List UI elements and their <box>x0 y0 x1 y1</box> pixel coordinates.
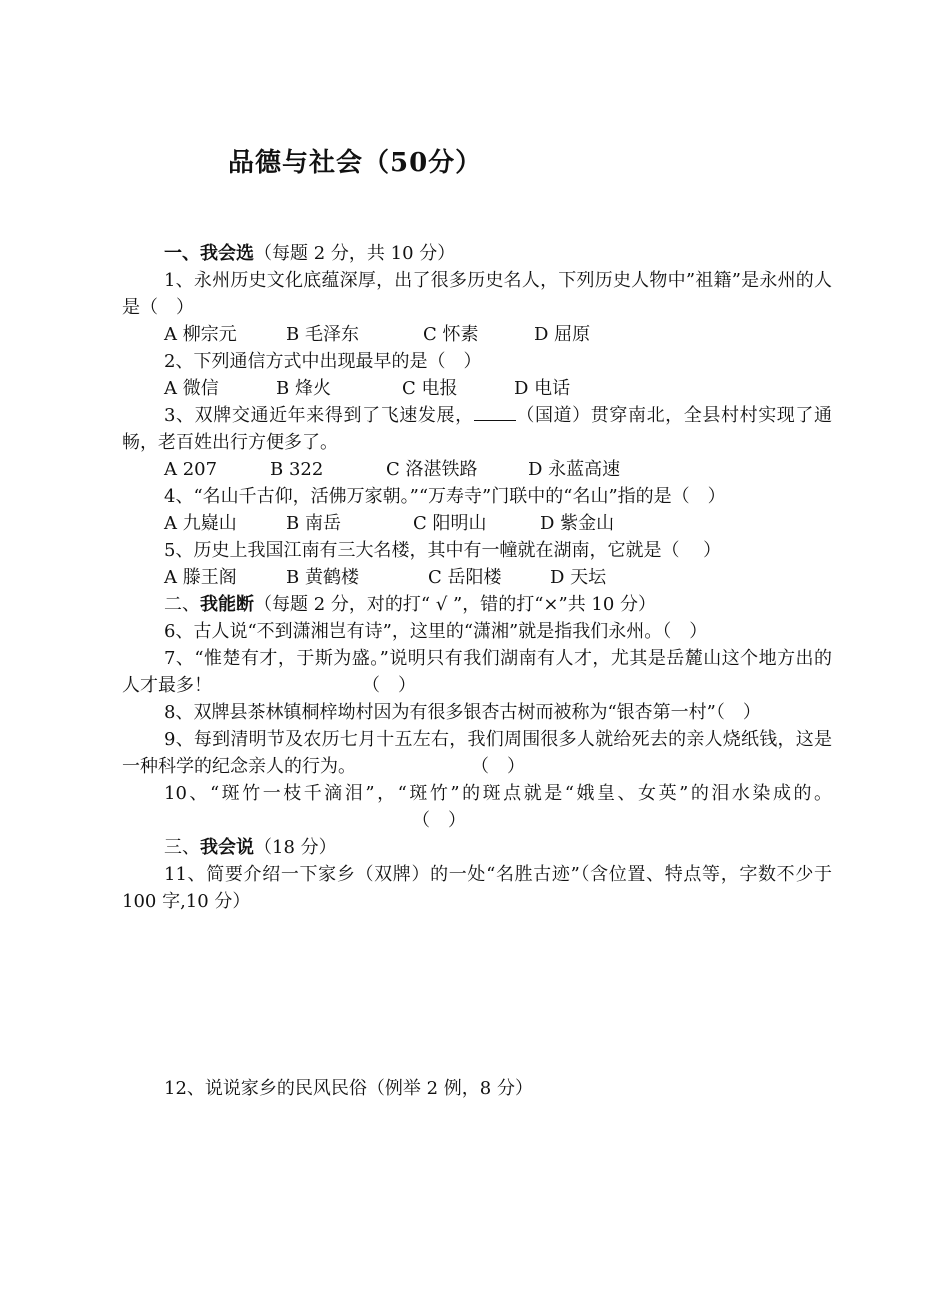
question-3-text-b: （国道）贯穿南北，全县村村实现了通畅，老百姓出行方便多了。 <box>122 405 833 453</box>
option-d: D 屈原 <box>534 324 591 345</box>
page-title: 品德与社会（50分） <box>228 148 483 178</box>
option-b: B 毛泽东 <box>286 324 359 345</box>
option-a: A 滕王阁 <box>164 567 237 588</box>
section-title: 我能断 <box>200 594 254 615</box>
question-7 <box>122 645 832 699</box>
option-d: D 永蓝高速 <box>528 459 621 480</box>
answer-paren: （ ） <box>471 756 525 777</box>
question-5: 5、历史上我国江南有三大名楼，其中有一幢就在湖南，它就是（ ） <box>164 540 722 561</box>
question-4: 4、“名山千古仰，活佛万家朝。”“万寿寺”门联中的“名山”指的是（ ） <box>164 486 726 507</box>
option-b: B 南岳 <box>286 513 341 534</box>
section-title: 一、我会选 <box>164 243 254 264</box>
option-c: C 岳阳楼 <box>428 567 502 588</box>
section-note: （每题 2 分，对的打“ √ ”，错的打“×”共 10 分） <box>254 594 657 615</box>
option-a: A 207 <box>164 459 218 480</box>
question-10 <box>122 780 832 834</box>
question-4-options <box>122 510 832 537</box>
question-12: 12、说说家乡的民风民俗（例举 2 例，8 分） <box>164 1078 533 1099</box>
question-3-text-a: 3、双牌交通近年来得到了飞速发展， <box>164 405 474 426</box>
option-a: A 柳宗元 <box>164 324 237 345</box>
section-note: （每题 2 分，共 10 分） <box>254 243 456 264</box>
option-c: C 洛湛铁路 <box>386 459 478 480</box>
answer-paren: （ ） <box>362 675 416 696</box>
option-b: B 烽火 <box>276 378 331 399</box>
option-d: D 电话 <box>514 378 571 399</box>
option-a: A 九嶷山 <box>164 513 237 534</box>
section-heading-1 <box>122 240 832 267</box>
option-b: B 322 <box>270 459 324 480</box>
exam-content <box>122 240 832 1102</box>
fill-blank <box>474 402 516 421</box>
question-2-options <box>122 375 832 402</box>
question-7-text: 7、“惟楚有才，于斯为盛。”说明只有我们湖南有人才，尤其是岳麓山这个地方出的人才最多！ <box>122 648 832 696</box>
question-2: 2、下列通信方式中出现最早的是（ ） <box>164 351 482 372</box>
question-6: 6、古人说“不到潇湘岂有诗”，这里的“潇湘”就是指我们永州。（ ） <box>164 621 708 642</box>
question-3 <box>122 402 832 456</box>
option-a: A 微信 <box>164 378 219 399</box>
question-10-text: 10、“斑竹一枝千滴泪”，“斑竹”的斑点就是“娥皇、女英”的泪水染成的。 <box>164 783 832 804</box>
answer-space <box>122 915 832 1075</box>
question-8: 8、双牌县茶林镇桐梓坳村因为有很多银杏古树而被称为“银杏第一村”（ ） <box>164 702 761 723</box>
section-heading-2 <box>122 591 832 618</box>
question-9-text: 9、每到清明节及农历七月十五左右，我们周围很多人就给死去的亲人烧纸钱，这是一种科学的纪念亲人的行为。 <box>122 729 832 777</box>
option-c: C 电报 <box>402 378 458 399</box>
section-title: 我会说 <box>200 837 254 858</box>
question-9 <box>122 726 832 780</box>
question-1-options <box>122 321 832 348</box>
question-1: 1、永州历史文化底蕴深厚，出了很多历史名人，下列历史人物中”祖籍”是永州的人是（ ） <box>122 270 832 318</box>
question-3-options <box>122 456 832 483</box>
answer-paren: （ ） <box>412 810 466 831</box>
option-c: C 怀素 <box>423 324 479 345</box>
section-heading-3 <box>122 834 832 861</box>
question-5-options <box>122 564 832 591</box>
question-11: 11、简要介绍一下家乡（双牌）的一处“名胜古迹”（含位置、特点等，字数不少于 100 字,10 分） <box>122 864 832 912</box>
option-d: D 天坛 <box>550 567 607 588</box>
section-prefix: 二、 <box>164 594 200 615</box>
section-prefix: 三、 <box>164 837 200 858</box>
option-b: B 黄鹤楼 <box>286 567 359 588</box>
option-c: C 阳明山 <box>413 513 487 534</box>
section-note: （18 分） <box>254 837 337 858</box>
option-d: D 紫金山 <box>540 513 615 534</box>
